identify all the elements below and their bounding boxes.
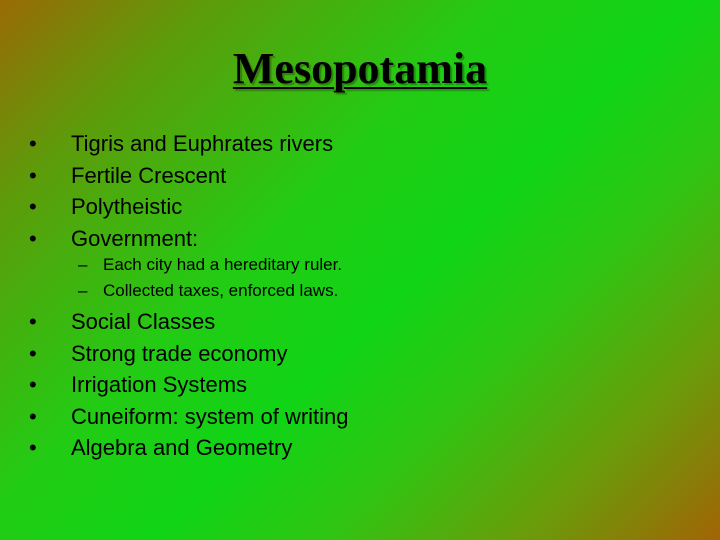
- bullet-text: Polytheistic: [71, 194, 183, 219]
- bullet-marker: •: [29, 435, 37, 460]
- bullet-text: Social Classes: [71, 309, 216, 334]
- sub-bullet-text: Collected taxes, enforced laws.: [103, 281, 339, 300]
- bullet-text: Strong trade economy: [71, 340, 288, 366]
- bullet-marker: •: [29, 403, 37, 429]
- bullet-text: Algebra and Geometry: [71, 435, 293, 460]
- dash-marker: –: [78, 281, 88, 300]
- bullet-text: Cuneiform: system of writing: [71, 403, 349, 429]
- slide-title: Mesopotamia: [232, 44, 488, 93]
- dash-marker: –: [78, 255, 88, 274]
- bullet-marker: •: [29, 225, 37, 251]
- bullet-marker: •: [29, 162, 37, 188]
- bullet-marker: •: [29, 131, 37, 156]
- bullet-marker: •: [29, 372, 37, 397]
- bullet-text: Irrigation Systems: [71, 372, 248, 397]
- bullet-marker: •: [29, 194, 37, 219]
- bullet-text: Government:: [71, 225, 199, 251]
- bullet-marker: •: [29, 309, 37, 334]
- bullet-text: Fertile Crescent: [71, 162, 227, 188]
- bullet-marker: •: [29, 340, 37, 366]
- sub-bullet-text: Each city had a hereditary ruler.: [103, 255, 343, 274]
- bullet-text: Tigris and Euphrates rivers: [71, 131, 334, 156]
